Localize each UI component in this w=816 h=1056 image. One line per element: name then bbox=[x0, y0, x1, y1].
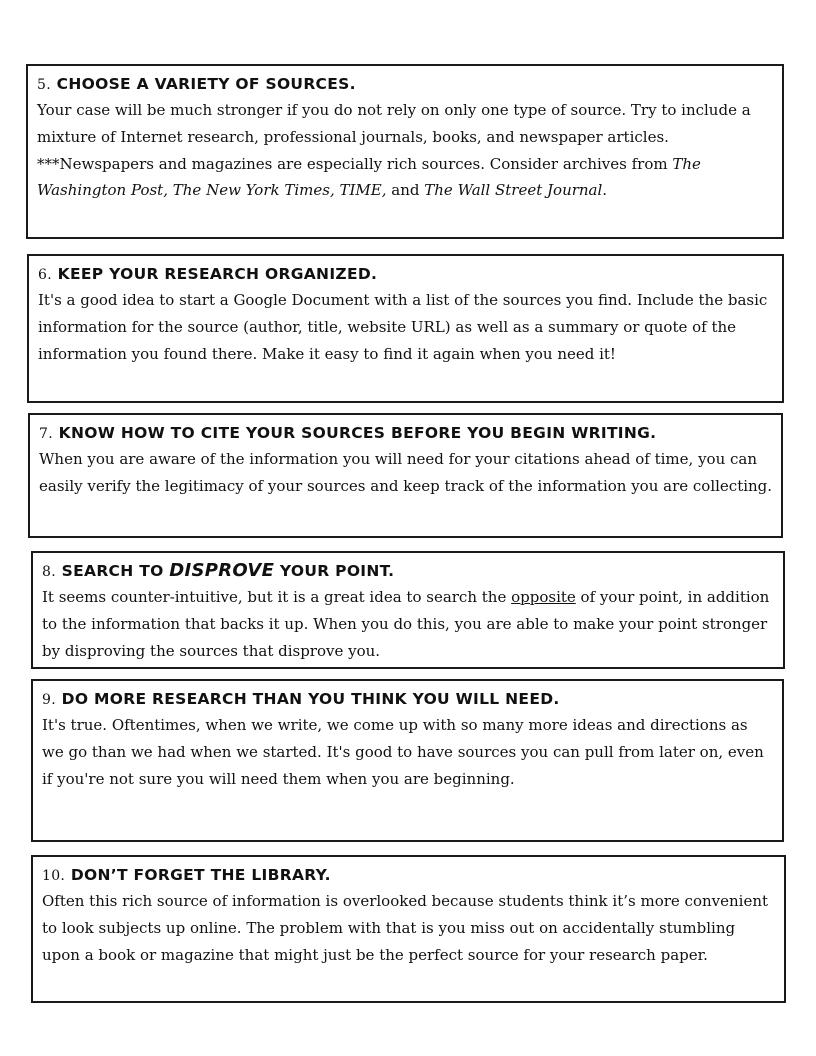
section-7-heading bbox=[39, 421, 773, 446]
section-9-number: 9. bbox=[42, 692, 56, 708]
section-8-title-a: SEARCH TO bbox=[61, 562, 170, 580]
section-6-paragraph: It's a good idea to start a Google Document with a list of the sources you find. Include the basic information for the source (author, title, website URL) as well as a summary or quote of the information you found there. Make it easy to find it again when you need it! bbox=[38, 291, 768, 363]
section-6-title: KEEP YOUR RESEARCH ORGANIZED. bbox=[57, 265, 378, 283]
section-9-title: DO MORE RESEARCH THAN YOU THINK YOU WILL NEED. bbox=[61, 690, 560, 708]
section-5-box bbox=[26, 64, 784, 239]
source-time: TIME, bbox=[339, 181, 387, 200]
section-10-box bbox=[31, 855, 786, 1003]
section-8-paragraph bbox=[42, 584, 775, 664]
section-7-number: 7. bbox=[39, 426, 53, 442]
section-7-paragraph: When you are aware of the information you will need for your citations ahead of time, you can easily verify the legitimacy of your sources and keep track of the information you are collecting. bbox=[39, 450, 773, 495]
section-5-and: and bbox=[386, 181, 425, 200]
source-new-york-times: The New York Times, bbox=[172, 181, 335, 200]
section-9-box bbox=[31, 679, 784, 842]
section-8-heading bbox=[42, 559, 775, 584]
section-9-paragraph: It's true. Oftentimes, when we write, we come up with so many more ideas and directions as we go than we had when we started. It's good to have sources you can pull from later on, even if you're not sure you will need them when you are beginning. bbox=[42, 716, 764, 788]
section-6-number: 6. bbox=[38, 267, 52, 283]
section-5-paragraph-2 bbox=[37, 151, 774, 205]
section-8-p-b: of your point, in addition to the information that backs it up. When you do this, you are able to make your point stronger by disproving the sources that disprove you. bbox=[42, 588, 770, 660]
section-8-title-b: YOUR POINT. bbox=[274, 562, 395, 580]
section-9-heading bbox=[42, 687, 774, 712]
section-8-underlined-word: opposite bbox=[511, 588, 576, 606]
section-5-period: . bbox=[602, 181, 608, 200]
section-7-box bbox=[28, 413, 783, 538]
section-10-title: DON’T FORGET THE LIBRARY. bbox=[70, 866, 331, 884]
section-6-box bbox=[27, 254, 784, 403]
section-8-p-a: It seems counter-intuitive, but it is a great idea to search the bbox=[42, 588, 512, 606]
section-5-number: 5. bbox=[37, 77, 51, 93]
section-5-title: CHOOSE A VARIETY OF SOURCES. bbox=[56, 75, 356, 93]
section-5-p2-text: ***Newspapers and magazines are especially rich sources. Consider archives from bbox=[37, 154, 673, 173]
section-10-paragraph: Often this rich source of information is overlooked because students think it’s more convenient to look subjects up online. The problem with that is you miss out on accidentally stumbling upon a book or magazine that might just be the perfect source for your research paper. bbox=[42, 892, 769, 964]
source-washington-post: The Washington Post, bbox=[37, 154, 701, 200]
section-6-heading bbox=[38, 262, 774, 287]
section-5-paragraph-1: Your case will be much stronger if you do not rely on only one type of source. Try to include a mixture of Internet research, professional journals, books, and newspaper articles. bbox=[37, 101, 751, 146]
section-8-title-emphasis: DISPROVE bbox=[169, 560, 275, 581]
section-10-number: 10. bbox=[42, 868, 66, 884]
source-wall-street-journal: The Wall Street Journal bbox=[424, 181, 603, 200]
section-7-title: KNOW HOW TO CITE YOUR SOURCES BEFORE YOU BEGIN WRITING. bbox=[58, 424, 657, 442]
section-10-heading bbox=[42, 863, 776, 888]
section-8-box bbox=[31, 551, 785, 669]
section-5-heading bbox=[37, 72, 774, 97]
section-8-number: 8. bbox=[42, 564, 56, 580]
